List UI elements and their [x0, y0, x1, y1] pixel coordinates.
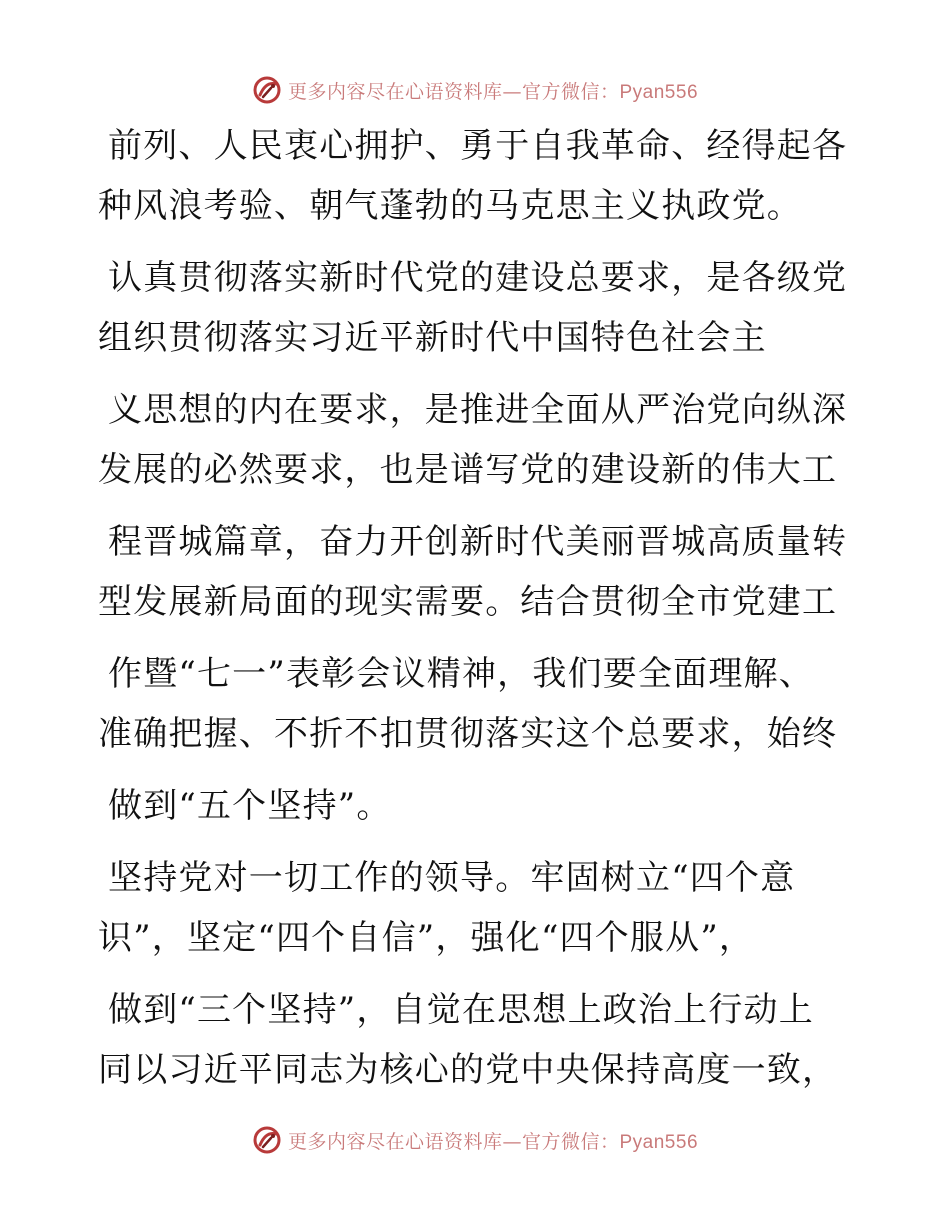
header-banner-main: 更多内容尽在心语资料库 — [287, 80, 503, 103]
body-line: 做到“三个坚持”，自觉在思想上政治上行动上 — [108, 990, 814, 1030]
body-line: 认真贯彻落实新时代党的建设总要求，是各级党 — [108, 258, 848, 298]
header-banner — [0, 70, 950, 110]
body-line: 识”，坚定“四个自信”，强化“四个服从”， — [98, 918, 755, 958]
body-line: 同以习近平同志为核心的党中央保持高度一致， — [98, 1050, 838, 1090]
body-line: 作暨“七一”表彰会议精神，我们要全面理解、 — [108, 654, 814, 694]
body-line: 发展的必然要求，也是谱写党的建设新的伟大工 — [98, 450, 838, 490]
body-line: 种风浪考验、朝气蓬勃的马克思主义执政党。 — [98, 186, 802, 226]
body-line: 程晋城篇章，奋力开创新时代美丽晋城高质量转 — [108, 522, 848, 562]
footer-banner-dash: — — [502, 1130, 522, 1153]
header-banner-text — [288, 77, 698, 104]
body-line: 准确把握、不折不扣贯彻落实这个总要求，始终 — [98, 714, 838, 754]
footer-banner-main: 更多内容尽在心语资料库 — [287, 1130, 503, 1153]
body-line: 前列、人民衷心拥护、勇于自我革命、经得起各 — [108, 126, 848, 166]
header-wechat-id: Pyan556 — [619, 81, 699, 103]
body-line: 做到“五个坚持”。 — [108, 786, 392, 826]
body-line: 组织贯彻落实习近平新时代中国特色社会主 — [98, 318, 767, 358]
footer-wechat-id: Pyan556 — [619, 1131, 699, 1153]
brush-seal-logo-icon — [252, 75, 282, 105]
header-banner-official: 官方微信： — [521, 80, 620, 103]
body-line: 型发展新局面的现实需要。结合贯彻全市党建工 — [98, 582, 838, 622]
footer-banner-official: 官方微信： — [521, 1130, 620, 1153]
body-line: 坚持党对一切工作的领导。牢固树立“四个意 — [108, 858, 796, 898]
footer-banner-text — [288, 1127, 698, 1154]
header-banner-dash: — — [502, 80, 522, 103]
brush-seal-logo-icon — [252, 1125, 282, 1155]
footer-banner — [0, 1120, 950, 1160]
body-line: 义思想的内在要求，是推进全面从严治党向纵深 — [108, 390, 848, 430]
